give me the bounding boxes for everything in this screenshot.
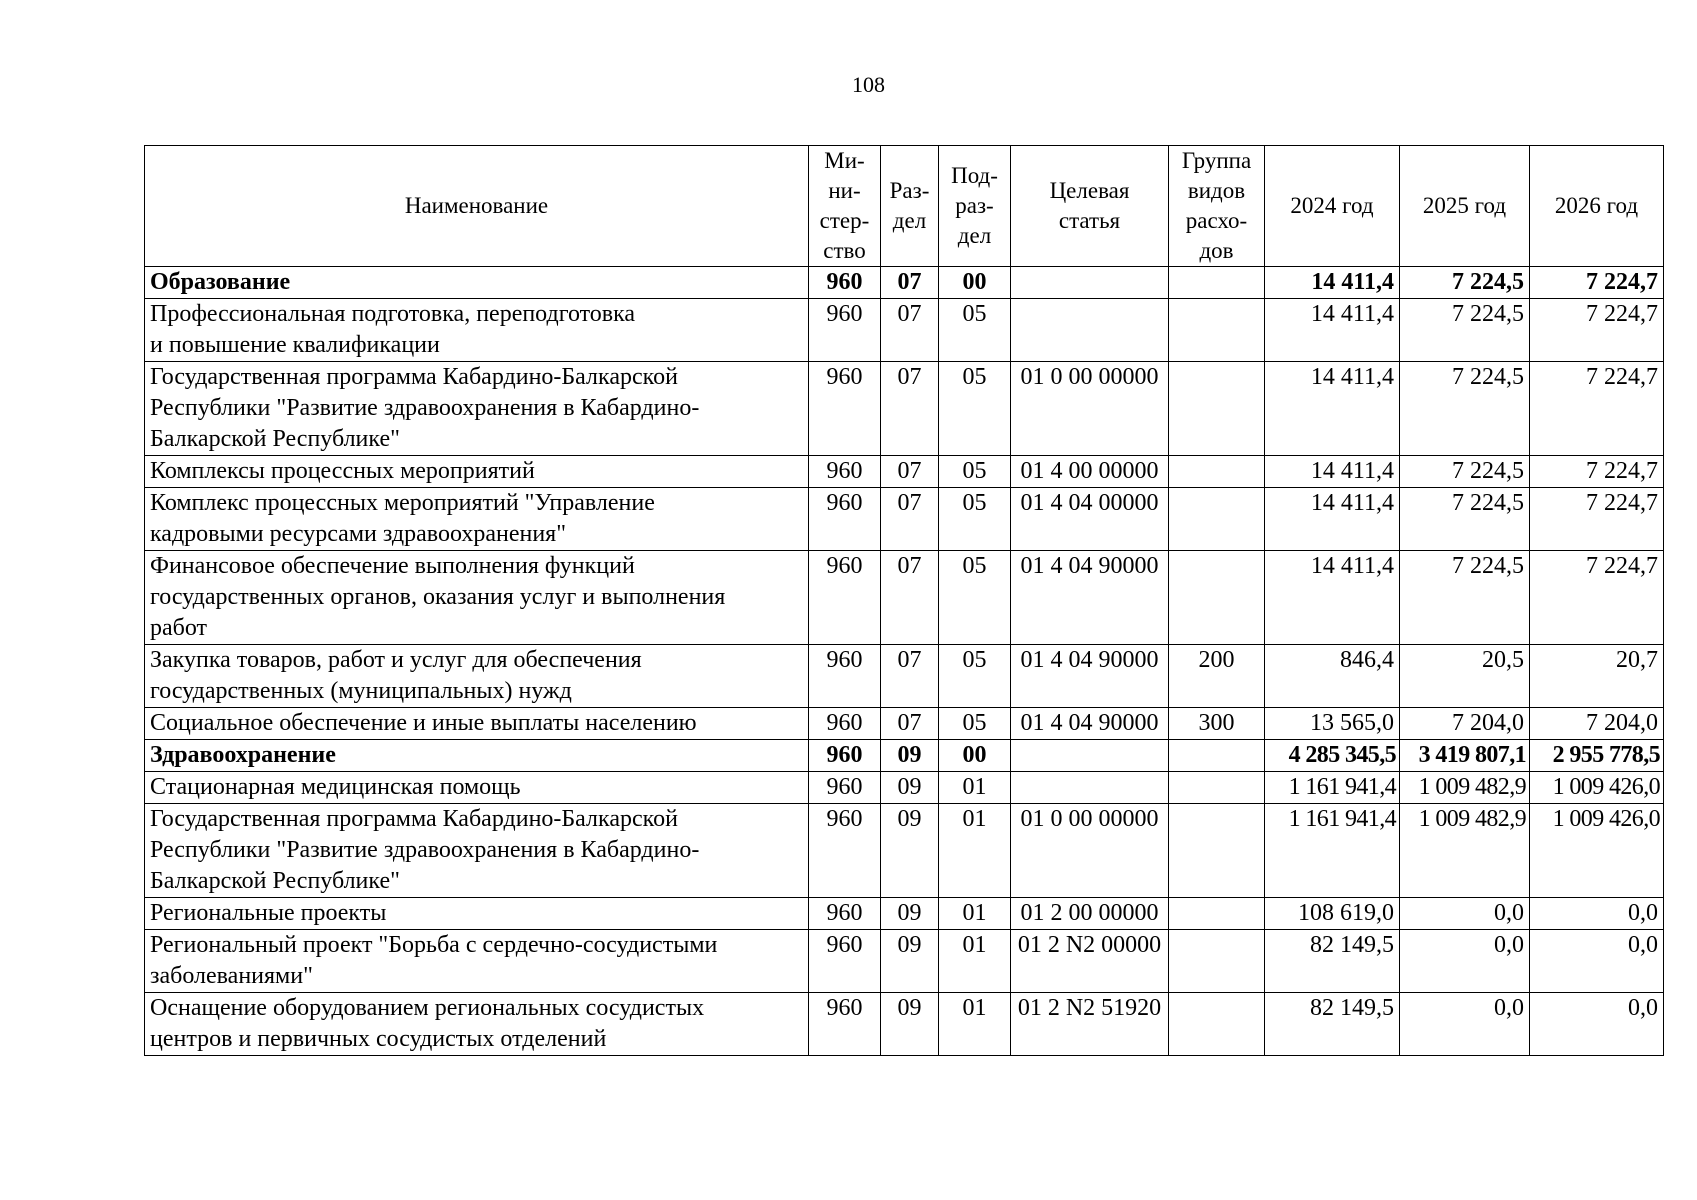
- table-row: [145, 299, 1664, 362]
- row-subsection: 00: [939, 740, 1011, 772]
- table-row: [145, 993, 1664, 1056]
- row-target-article: 01 4 04 90000: [1011, 708, 1169, 740]
- header-ministry: Ми- ни- стер- ство: [809, 146, 881, 267]
- row-amount-2024: 1 161 941,4: [1265, 804, 1400, 898]
- row-amount-2026: 2 955 778,5: [1530, 740, 1664, 772]
- row-subsection: 05: [939, 645, 1011, 708]
- table-body: [145, 267, 1664, 1056]
- table-row: [145, 456, 1664, 488]
- table-row: [145, 772, 1664, 804]
- row-amount-2026: 20,7: [1530, 645, 1664, 708]
- row-target-article: 01 2 N2 51920: [1011, 993, 1169, 1056]
- row-amount-2025: 0,0: [1400, 930, 1530, 993]
- row-section: 09: [881, 930, 939, 993]
- row-name: Стационарная медицинская помощь: [145, 772, 809, 804]
- row-expense-group: 200: [1169, 645, 1265, 708]
- page-number: 108: [852, 72, 885, 97]
- row-target-article: 01 4 04 90000: [1011, 551, 1169, 645]
- row-section: 09: [881, 898, 939, 930]
- table-row: [145, 804, 1664, 898]
- row-ministry: 960: [809, 362, 881, 456]
- row-ministry: 960: [809, 993, 881, 1056]
- row-subsection: 01: [939, 772, 1011, 804]
- row-ministry: 960: [809, 804, 881, 898]
- row-name: Комплексы процессных мероприятий: [145, 456, 809, 488]
- row-amount-2025: 1 009 482,9: [1400, 804, 1530, 898]
- header-section: Раз- дел: [881, 146, 939, 267]
- row-target-article: 01 4 04 00000: [1011, 488, 1169, 551]
- row-amount-2024: 14 411,4: [1265, 488, 1400, 551]
- row-amount-2026: 0,0: [1530, 898, 1664, 930]
- header-target-article: Целевая статья: [1011, 146, 1169, 267]
- row-subsection: 01: [939, 993, 1011, 1056]
- row-name: Государственная программа Кабардино-Балкарской Республики "Развитие здравоохранения в Кабардино- Балкарской Республике": [145, 804, 809, 898]
- row-amount-2026: 7 224,7: [1530, 488, 1664, 551]
- row-expense-group: [1169, 898, 1265, 930]
- row-amount-2025: 7 224,5: [1400, 456, 1530, 488]
- row-amount-2025: 7 224,5: [1400, 267, 1530, 299]
- row-subsection: 05: [939, 362, 1011, 456]
- row-section: 07: [881, 708, 939, 740]
- row-amount-2025: 7 224,5: [1400, 299, 1530, 362]
- row-expense-group: [1169, 772, 1265, 804]
- row-name: Здравоохранение: [145, 740, 809, 772]
- row-expense-group: [1169, 993, 1265, 1056]
- table-row: [145, 898, 1664, 930]
- row-name: Образование: [145, 267, 809, 299]
- row-amount-2026: 7 224,7: [1530, 299, 1664, 362]
- row-section: 07: [881, 551, 939, 645]
- row-name: Региональный проект "Борьба с сердечно-сосудистыми заболеваниями": [145, 930, 809, 993]
- row-ministry: 960: [809, 267, 881, 299]
- row-target-article: 01 2 00 00000: [1011, 898, 1169, 930]
- header-year-2026: 2026 год: [1530, 146, 1664, 267]
- row-amount-2024: 14 411,4: [1265, 267, 1400, 299]
- row-amount-2026: 7 204,0: [1530, 708, 1664, 740]
- row-expense-group: [1169, 456, 1265, 488]
- row-target-article: [1011, 740, 1169, 772]
- row-amount-2024: 846,4: [1265, 645, 1400, 708]
- row-target-article: [1011, 772, 1169, 804]
- row-amount-2026: 0,0: [1530, 930, 1664, 993]
- row-amount-2026: 7 224,7: [1530, 362, 1664, 456]
- table-row: [145, 488, 1664, 551]
- row-target-article: 01 4 00 00000: [1011, 456, 1169, 488]
- row-subsection: 05: [939, 708, 1011, 740]
- row-ministry: 960: [809, 740, 881, 772]
- row-amount-2024: 14 411,4: [1265, 456, 1400, 488]
- row-subsection: 00: [939, 267, 1011, 299]
- row-amount-2024: 1 161 941,4: [1265, 772, 1400, 804]
- row-target-article: 01 2 N2 00000: [1011, 930, 1169, 993]
- row-amount-2025: 20,5: [1400, 645, 1530, 708]
- row-amount-2024: 4 285 345,5: [1265, 740, 1400, 772]
- header-expense-group: Группа видов расхо- дов: [1169, 146, 1265, 267]
- row-name: Закупка товаров, работ и услуг для обеспечения государственных (муниципальных) нужд: [145, 645, 809, 708]
- row-amount-2025: 7 224,5: [1400, 362, 1530, 456]
- row-name: Государственная программа Кабардино-Балкарской Республики "Развитие здравоохранения в Кабардино- Балкарской Республике": [145, 362, 809, 456]
- table-row: [145, 267, 1664, 299]
- row-section: 07: [881, 267, 939, 299]
- table-row: [145, 645, 1664, 708]
- row-subsection: 05: [939, 299, 1011, 362]
- header-year-2024: 2024 год: [1265, 146, 1400, 267]
- header-name: Наименование: [145, 146, 809, 267]
- row-amount-2025: 0,0: [1400, 898, 1530, 930]
- row-ministry: 960: [809, 488, 881, 551]
- row-ministry: 960: [809, 708, 881, 740]
- row-ministry: 960: [809, 898, 881, 930]
- row-section: 09: [881, 740, 939, 772]
- row-section: 07: [881, 456, 939, 488]
- row-amount-2025: 7 224,5: [1400, 551, 1530, 645]
- row-amount-2026: 0,0: [1530, 993, 1664, 1056]
- row-name: Комплекс процессных мероприятий "Управление кадровыми ресурсами здравоохранения": [145, 488, 809, 551]
- row-amount-2024: 108 619,0: [1265, 898, 1400, 930]
- row-name: Профессиональная подготовка, переподготовка и повышение квалификации: [145, 299, 809, 362]
- table-row: [145, 362, 1664, 456]
- row-ministry: 960: [809, 930, 881, 993]
- row-name: Оснащение оборудованием региональных сосудистых центров и первичных сосудистых отделений: [145, 993, 809, 1056]
- table-row: [145, 930, 1664, 993]
- row-section: 07: [881, 299, 939, 362]
- row-expense-group: [1169, 299, 1265, 362]
- row-target-article: 01 4 04 90000: [1011, 645, 1169, 708]
- row-amount-2024: 13 565,0: [1265, 708, 1400, 740]
- row-section: 07: [881, 362, 939, 456]
- row-amount-2026: 1 009 426,0: [1530, 804, 1664, 898]
- row-expense-group: [1169, 930, 1265, 993]
- row-section: 09: [881, 804, 939, 898]
- row-expense-group: [1169, 804, 1265, 898]
- row-amount-2026: 1 009 426,0: [1530, 772, 1664, 804]
- header-row: [145, 146, 1664, 267]
- row-amount-2024: 82 149,5: [1265, 930, 1400, 993]
- row-expense-group: [1169, 740, 1265, 772]
- row-ministry: 960: [809, 772, 881, 804]
- row-name: Финансовое обеспечение выполнения функций государственных органов, оказания услуг и выполнения работ: [145, 551, 809, 645]
- row-name: Региональные проекты: [145, 898, 809, 930]
- row-amount-2025: 7 224,5: [1400, 488, 1530, 551]
- row-section: 09: [881, 993, 939, 1056]
- row-subsection: 05: [939, 551, 1011, 645]
- table-row: [145, 708, 1664, 740]
- row-ministry: 960: [809, 299, 881, 362]
- row-amount-2025: 1 009 482,9: [1400, 772, 1530, 804]
- table-row: [145, 551, 1664, 645]
- row-target-article: [1011, 267, 1169, 299]
- row-subsection: 01: [939, 930, 1011, 993]
- row-target-article: 01 0 00 00000: [1011, 362, 1169, 456]
- row-ministry: 960: [809, 456, 881, 488]
- row-amount-2024: 14 411,4: [1265, 362, 1400, 456]
- row-amount-2026: 7 224,7: [1530, 456, 1664, 488]
- row-subsection: 05: [939, 456, 1011, 488]
- row-expense-group: 300: [1169, 708, 1265, 740]
- row-expense-group: [1169, 551, 1265, 645]
- row-amount-2025: 3 419 807,1: [1400, 740, 1530, 772]
- row-section: 07: [881, 488, 939, 551]
- row-amount-2025: 0,0: [1400, 993, 1530, 1056]
- row-ministry: 960: [809, 645, 881, 708]
- budget-table: [144, 145, 1664, 1056]
- row-expense-group: [1169, 362, 1265, 456]
- row-expense-group: [1169, 488, 1265, 551]
- row-target-article: [1011, 299, 1169, 362]
- header-year-2025: 2025 год: [1400, 146, 1530, 267]
- header-subsection: Под- раз- дел: [939, 146, 1011, 267]
- row-subsection: 05: [939, 488, 1011, 551]
- row-amount-2026: 7 224,7: [1530, 267, 1664, 299]
- table-row: [145, 740, 1664, 772]
- row-amount-2024: 14 411,4: [1265, 551, 1400, 645]
- row-target-article: 01 0 00 00000: [1011, 804, 1169, 898]
- row-section: 07: [881, 645, 939, 708]
- row-subsection: 01: [939, 898, 1011, 930]
- row-amount-2024: 14 411,4: [1265, 299, 1400, 362]
- row-ministry: 960: [809, 551, 881, 645]
- row-amount-2024: 82 149,5: [1265, 993, 1400, 1056]
- row-expense-group: [1169, 267, 1265, 299]
- row-amount-2026: 7 224,7: [1530, 551, 1664, 645]
- row-subsection: 01: [939, 804, 1011, 898]
- row-section: 09: [881, 772, 939, 804]
- row-name: Социальное обеспечение и иные выплаты населению: [145, 708, 809, 740]
- row-amount-2025: 7 204,0: [1400, 708, 1530, 740]
